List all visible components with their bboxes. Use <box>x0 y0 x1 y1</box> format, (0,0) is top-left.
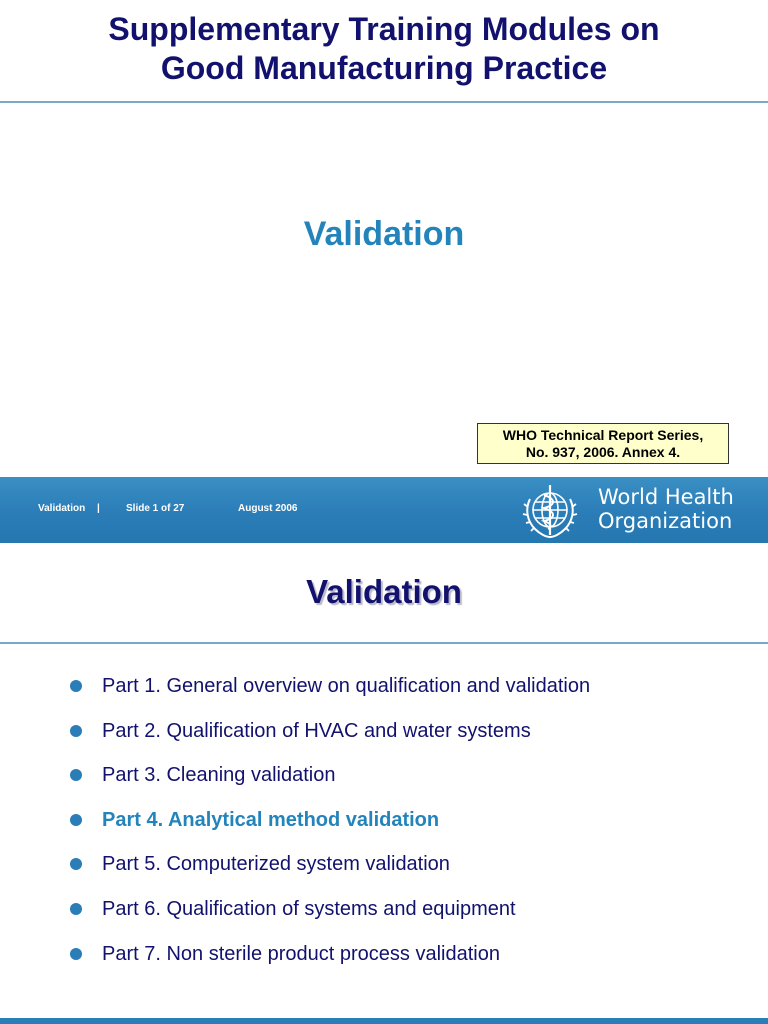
bullet-icon <box>70 858 82 870</box>
list-item <box>70 709 750 754</box>
list-item <box>70 842 750 887</box>
reference-box <box>477 423 729 464</box>
footer-slide-number: Slide 1 of 27 <box>126 503 185 514</box>
who-name-line2: Organization <box>598 509 733 533</box>
bullet-icon <box>70 903 82 915</box>
footer-separator: | <box>97 503 100 514</box>
bottom-band <box>0 1018 768 1024</box>
bullet-icon <box>70 948 82 960</box>
list-item <box>70 664 750 709</box>
list-item-label: Part 1. General overview on qualification and validation <box>102 675 591 697</box>
bullet-icon <box>70 769 82 781</box>
reference-line1: WHO Technical Report Series, <box>502 427 704 443</box>
who-organization-name <box>598 485 734 533</box>
list-item-label: Part 2. Qualification of HVAC and water systems <box>102 719 531 742</box>
slide1-heading: Validation <box>303 215 465 253</box>
footer-date: August 2006 <box>238 503 298 514</box>
title-divider <box>0 101 768 103</box>
footer-module: Validation <box>38 503 86 514</box>
list-item-label: Part 3. Cleaning validation <box>102 764 336 787</box>
slide2-heading: Validation <box>306 573 462 610</box>
who-name-line1: World Health <box>598 485 734 509</box>
reference-line2: No. 937, 2006. Annex 4. <box>525 444 681 460</box>
list-item <box>70 887 750 932</box>
bullet-icon <box>70 814 82 826</box>
list-item <box>70 798 750 843</box>
bullet-icon <box>70 680 82 692</box>
contents-list <box>70 664 750 976</box>
list-item-label: Part 4. Analytical method validation <box>102 808 440 831</box>
list-item-label: Part 7. Non sterile product process validation <box>102 942 500 965</box>
footer-band <box>0 477 768 543</box>
slide2-divider <box>0 642 768 644</box>
slide-title-line1: Supplementary Training Modules on <box>108 11 660 47</box>
bullet-icon <box>70 725 82 737</box>
slide-title <box>0 10 768 88</box>
who-emblem-icon <box>519 479 581 541</box>
list-item-label: Part 5. Computerized system validation <box>102 853 450 876</box>
slide-title-line2: Good Manufacturing Practice <box>160 50 608 86</box>
list-item <box>70 932 750 977</box>
list-item-label: Part 6. Qualification of systems and equipment <box>102 897 516 920</box>
list-item <box>70 753 750 798</box>
